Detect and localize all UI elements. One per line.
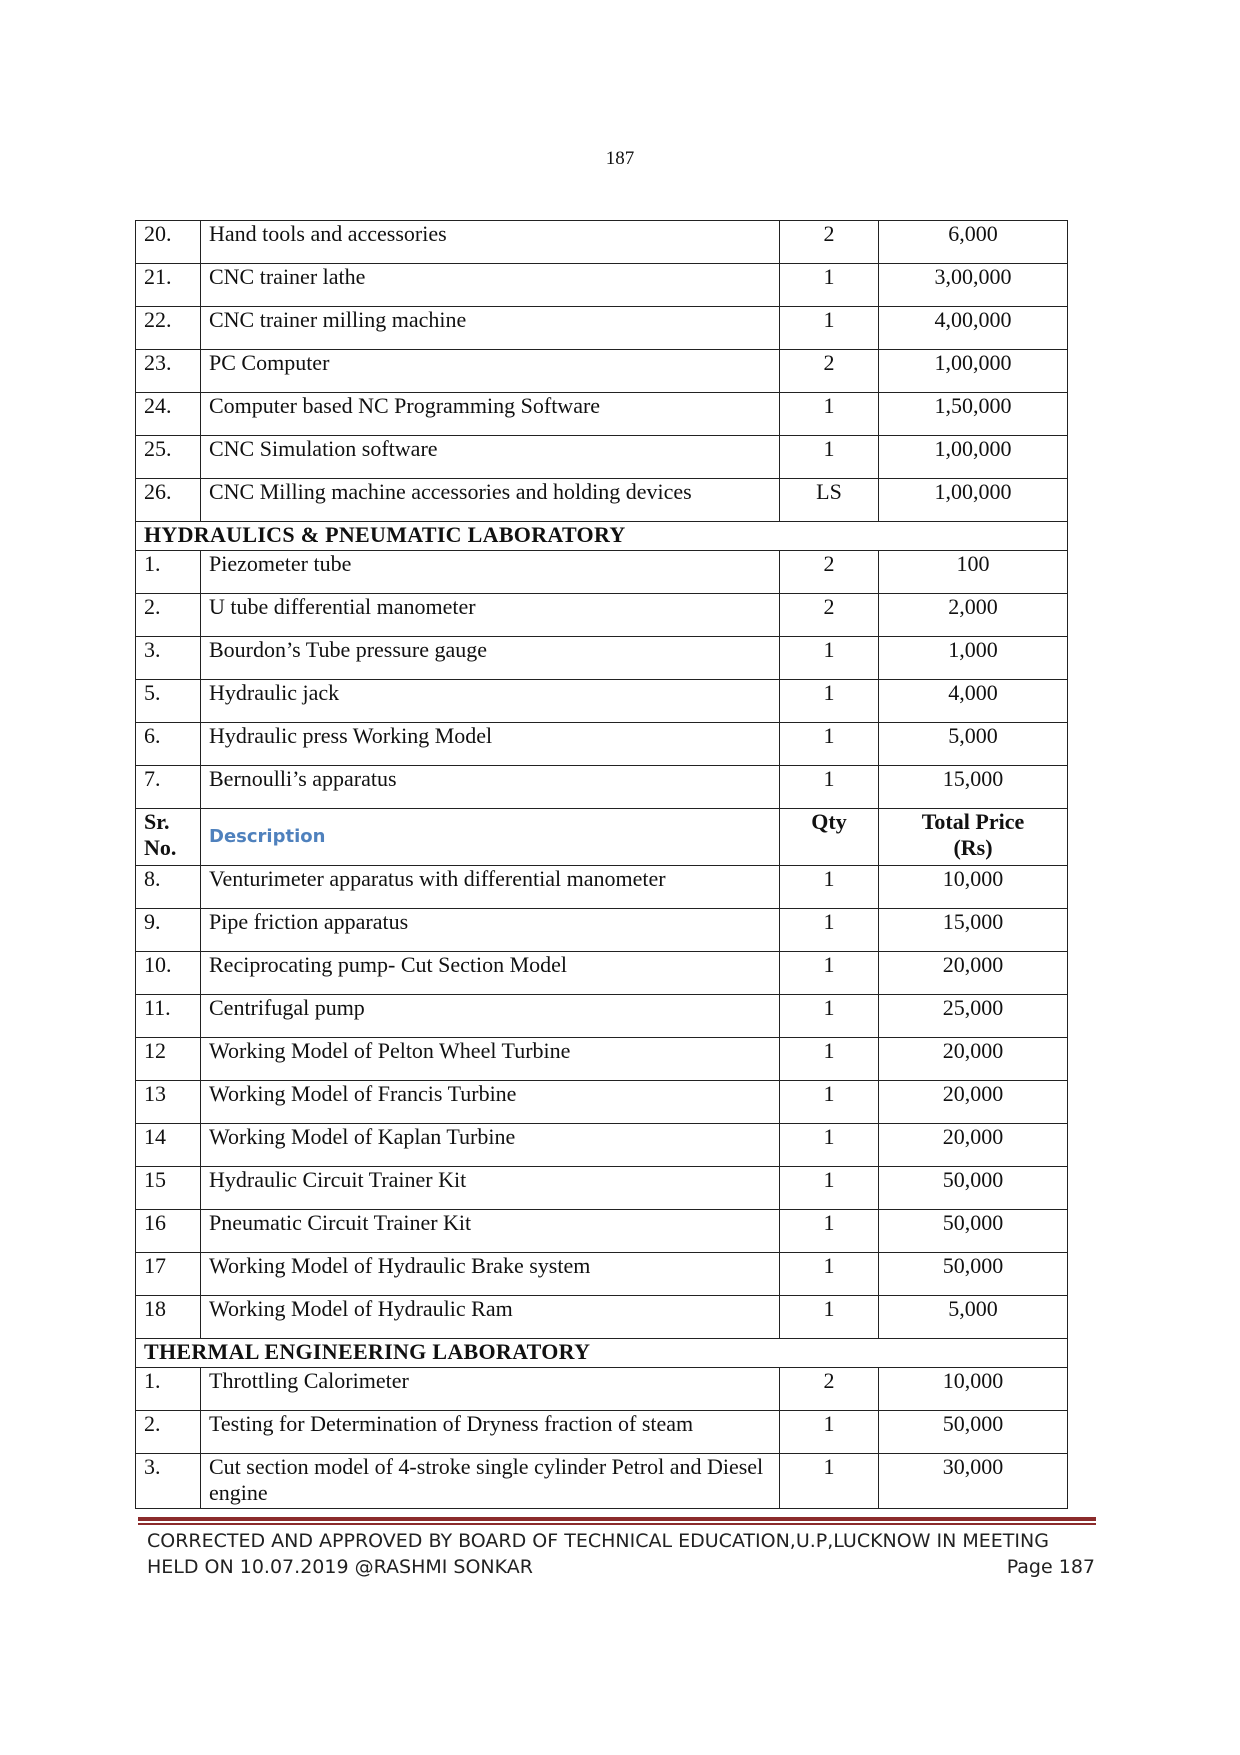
row-sr: 11. xyxy=(136,995,201,1038)
row-description: Cut section model of 4-stroke single cylinder Petrol and Diesel engine xyxy=(201,1454,780,1509)
row-price: 25,000 xyxy=(879,995,1068,1038)
table-body-hydraulics-cont xyxy=(136,866,1068,1339)
row-sr: 3. xyxy=(136,637,201,680)
row-description: CNC Milling machine accessories and holding devices xyxy=(201,479,780,522)
row-description: Testing for Determination of Dryness fraction of steam xyxy=(201,1411,780,1454)
row-sr: 16 xyxy=(136,1210,201,1253)
header-description: Description xyxy=(201,809,780,866)
row-description: Piezometer tube xyxy=(201,551,780,594)
row-sr: 10. xyxy=(136,952,201,995)
row-sr: 2. xyxy=(136,594,201,637)
row-description: Working Model of Francis Turbine xyxy=(201,1081,780,1124)
row-price: 20,000 xyxy=(879,1081,1068,1124)
footer-rule-thick xyxy=(138,1517,1096,1521)
row-description: CNC trainer lathe xyxy=(201,264,780,307)
row-description: Pipe friction apparatus xyxy=(201,909,780,952)
row-description: CNC trainer milling machine xyxy=(201,307,780,350)
row-sr: 15 xyxy=(136,1167,201,1210)
table-row xyxy=(136,680,1068,723)
row-sr: 22. xyxy=(136,307,201,350)
section-heading: THERMAL ENGINEERING LABORATORY xyxy=(136,1339,1068,1368)
row-description: Hydraulic press Working Model xyxy=(201,723,780,766)
row-description: Pneumatic Circuit Trainer Kit xyxy=(201,1210,780,1253)
row-price: 15,000 xyxy=(879,909,1068,952)
page-number-top: 187 xyxy=(605,148,635,169)
row-price: 10,000 xyxy=(879,866,1068,909)
row-sr: 21. xyxy=(136,264,201,307)
row-sr: 6. xyxy=(136,723,201,766)
table-header xyxy=(136,809,1068,866)
table-row xyxy=(136,551,1068,594)
table-body-hydraulics xyxy=(136,551,1068,809)
row-qty: 1 xyxy=(780,866,879,909)
table-row xyxy=(136,1411,1068,1454)
footer xyxy=(147,1528,1095,1580)
table-row xyxy=(136,1124,1068,1167)
table-body-thermal xyxy=(136,1368,1068,1509)
row-qty: 1 xyxy=(780,723,879,766)
row-qty: 1 xyxy=(780,1081,879,1124)
row-price: 1,00,000 xyxy=(879,479,1068,522)
row-description: Bourdon’s Tube pressure gauge xyxy=(201,637,780,680)
row-description: CNC Simulation software xyxy=(201,436,780,479)
table-row xyxy=(136,1038,1068,1081)
row-qty: 1 xyxy=(780,264,879,307)
table-row xyxy=(136,221,1068,264)
row-price: 50,000 xyxy=(879,1411,1068,1454)
header-price xyxy=(879,809,1068,866)
row-price: 15,000 xyxy=(879,766,1068,809)
row-qty: 1 xyxy=(780,1124,879,1167)
row-qty: 2 xyxy=(780,350,879,393)
row-qty: 1 xyxy=(780,637,879,680)
row-description: Hydraulic jack xyxy=(201,680,780,723)
header-price-line1: Total Price xyxy=(921,809,1025,834)
row-price: 1,00,000 xyxy=(879,350,1068,393)
row-description: Centrifugal pump xyxy=(201,995,780,1038)
row-description: Bernoulli’s apparatus xyxy=(201,766,780,809)
row-qty: 1 xyxy=(780,307,879,350)
table-row xyxy=(136,766,1068,809)
row-sr: 18 xyxy=(136,1296,201,1339)
table-row xyxy=(136,1454,1068,1509)
table-row xyxy=(136,1368,1068,1411)
table-row xyxy=(136,264,1068,307)
section-hydraulics xyxy=(136,522,1068,551)
section-heading-row xyxy=(136,522,1068,551)
row-description: Computer based NC Programming Software xyxy=(201,393,780,436)
row-qty: 1 xyxy=(780,680,879,723)
row-price: 1,000 xyxy=(879,637,1068,680)
row-sr: 8. xyxy=(136,866,201,909)
row-description: Reciprocating pump- Cut Section Model xyxy=(201,952,780,995)
table-row xyxy=(136,1210,1068,1253)
row-qty: 1 xyxy=(780,952,879,995)
row-qty: 1 xyxy=(780,1253,879,1296)
row-price: 50,000 xyxy=(879,1210,1068,1253)
row-price: 5,000 xyxy=(879,723,1068,766)
row-price: 20,000 xyxy=(879,1038,1068,1081)
table-body-top xyxy=(136,221,1068,522)
row-qty: 2 xyxy=(780,1368,879,1411)
table-row xyxy=(136,436,1068,479)
row-price: 1,50,000 xyxy=(879,393,1068,436)
row-sr: 17 xyxy=(136,1253,201,1296)
row-description: Working Model of Hydraulic Brake system xyxy=(201,1253,780,1296)
row-sr: 24. xyxy=(136,393,201,436)
row-price: 20,000 xyxy=(879,1124,1068,1167)
row-qty: 2 xyxy=(780,221,879,264)
row-sr: 9. xyxy=(136,909,201,952)
row-price: 30,000 xyxy=(879,1454,1068,1509)
footer-line1: CORRECTED AND APPROVED BY BOARD OF TECHNICAL EDUCATION,U.P,LUCKNOW IN MEETING xyxy=(147,1530,1049,1552)
row-description: PC Computer xyxy=(201,350,780,393)
row-qty: 1 xyxy=(780,1038,879,1081)
row-description: Throttling Calorimeter xyxy=(201,1368,780,1411)
table-row xyxy=(136,350,1068,393)
header-row xyxy=(136,809,1068,866)
row-price: 4,00,000 xyxy=(879,307,1068,350)
table-row xyxy=(136,723,1068,766)
table-row xyxy=(136,1253,1068,1296)
equipment-table xyxy=(135,220,1068,1509)
row-sr: 1. xyxy=(136,551,201,594)
table-row xyxy=(136,995,1068,1038)
table-row xyxy=(136,393,1068,436)
row-sr: 25. xyxy=(136,436,201,479)
row-price: 10,000 xyxy=(879,1368,1068,1411)
row-description: Working Model of Kaplan Turbine xyxy=(201,1124,780,1167)
header-sr xyxy=(136,809,201,866)
row-price: 5,000 xyxy=(879,1296,1068,1339)
section-heading-row xyxy=(136,1339,1068,1368)
row-sr: 7. xyxy=(136,766,201,809)
row-qty: 1 xyxy=(780,766,879,809)
footer-page-label: Page 187 xyxy=(1006,1556,1095,1578)
row-qty: LS xyxy=(780,479,879,522)
row-sr: 5. xyxy=(136,680,201,723)
row-price: 2,000 xyxy=(879,594,1068,637)
row-qty: 1 xyxy=(780,995,879,1038)
row-sr: 20. xyxy=(136,221,201,264)
table-row xyxy=(136,866,1068,909)
row-qty: 1 xyxy=(780,436,879,479)
row-qty: 1 xyxy=(780,1296,879,1339)
section-heading: HYDRAULICS & PNEUMATIC LABORATORY xyxy=(136,522,1068,551)
row-qty: 1 xyxy=(780,1411,879,1454)
row-price: 6,000 xyxy=(879,221,1068,264)
row-description: Venturimeter apparatus with differential manometer xyxy=(201,866,780,909)
row-description: Working Model of Hydraulic Ram xyxy=(201,1296,780,1339)
footer-line2: HELD ON 10.07.2019 @RASHMI SONKAR xyxy=(147,1556,533,1578)
table-row xyxy=(136,479,1068,522)
row-sr: 14 xyxy=(136,1124,201,1167)
row-qty: 2 xyxy=(780,551,879,594)
row-sr: 13 xyxy=(136,1081,201,1124)
row-sr: 3. xyxy=(136,1454,201,1509)
row-description: Working Model of Pelton Wheel Turbine xyxy=(201,1038,780,1081)
row-sr: 12 xyxy=(136,1038,201,1081)
row-qty: 1 xyxy=(780,1210,879,1253)
row-description: Hand tools and accessories xyxy=(201,221,780,264)
row-qty: 1 xyxy=(780,1454,879,1509)
section-thermal xyxy=(136,1339,1068,1368)
table-row xyxy=(136,1296,1068,1339)
row-price: 20,000 xyxy=(879,952,1068,995)
row-qty: 2 xyxy=(780,594,879,637)
footer-line2-wrap xyxy=(147,1554,1095,1580)
row-qty: 1 xyxy=(780,909,879,952)
row-sr: 23. xyxy=(136,350,201,393)
row-price: 3,00,000 xyxy=(879,264,1068,307)
footer-rule-thin xyxy=(138,1523,1096,1525)
row-price: 1,00,000 xyxy=(879,436,1068,479)
table-row xyxy=(136,952,1068,995)
row-price: 50,000 xyxy=(879,1253,1068,1296)
table-row xyxy=(136,1167,1068,1210)
table-row xyxy=(136,1081,1068,1124)
row-qty: 1 xyxy=(780,393,879,436)
table-row xyxy=(136,909,1068,952)
table-row xyxy=(136,307,1068,350)
row-price: 4,000 xyxy=(879,680,1068,723)
row-sr: 2. xyxy=(136,1411,201,1454)
header-sr-line1: Sr. xyxy=(144,809,170,834)
row-description: Hydraulic Circuit Trainer Kit xyxy=(201,1167,780,1210)
row-description: U tube differential manometer xyxy=(201,594,780,637)
table-row xyxy=(136,594,1068,637)
table-row xyxy=(136,637,1068,680)
row-price: 50,000 xyxy=(879,1167,1068,1210)
row-qty: 1 xyxy=(780,1167,879,1210)
row-sr: 1. xyxy=(136,1368,201,1411)
row-price: 100 xyxy=(879,551,1068,594)
row-sr: 26. xyxy=(136,479,201,522)
header-sr-line2: No. xyxy=(144,835,177,860)
header-price-line2: (Rs) xyxy=(953,835,993,860)
header-qty: Qty xyxy=(780,809,879,866)
